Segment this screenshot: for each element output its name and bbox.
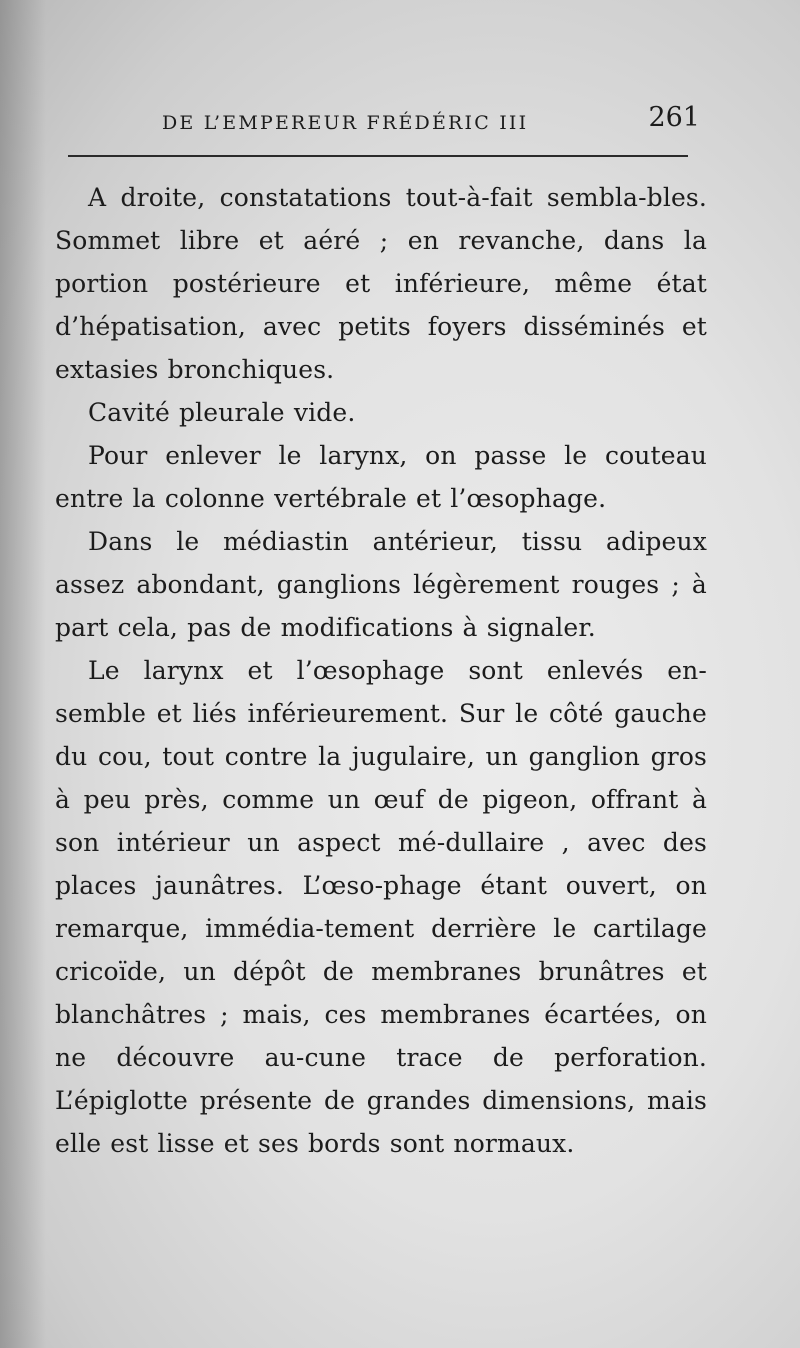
- header-rule: [68, 155, 688, 157]
- page-header: [162, 100, 700, 140]
- paragraph: Pour enlever le larynx, on passe le couteau entre la colonne vertébrale et l’œsophage.: [55, 441, 707, 513]
- paragraph: Cavité pleurale vide.: [88, 398, 356, 427]
- page-number: 261: [648, 102, 700, 133]
- paragraph: Le larynx et l’œsophage sont enlevés en-semble et liés inférieurement. Sur le côté gauche du cou, tout contre la jugulaire, un ganglion gros à peu près, comme un œuf de pigeon, offrant à son intérieur un aspect mé-dullaire , avec des places jaunâtres. L’œso-phage étant ouvert, on remarque, immédia-tement derrière le cartilage cricoïde, un dépôt de membranes brunâtres et blanchâtres ; mais, ces membranes écartées, on ne découvre au-cune trace de perforation. L’épiglotte présente de grandes dimensions, mais elle est lisse et ses bords sont normaux.: [55, 656, 707, 1158]
- paragraph: A droite, constatations tout-à-fait sembla-bles. Sommet libre et aéré ; en revanche, dans la portion postérieure et inférieure, même état d’hépatisation, avec petits foyers disséminés et extasies bronchiques.: [55, 183, 707, 384]
- paragraph: Dans le médiastin antérieur, tissu adipeux assez abondant, ganglions légèrement rouges ; à part cela, pas de modifications à signaler.: [55, 527, 707, 642]
- running-head: DE L’EMPEREUR FRÉDÉRIC III: [162, 112, 529, 134]
- body-text: [55, 176, 707, 1165]
- page-edge-shadow: [0, 0, 46, 1348]
